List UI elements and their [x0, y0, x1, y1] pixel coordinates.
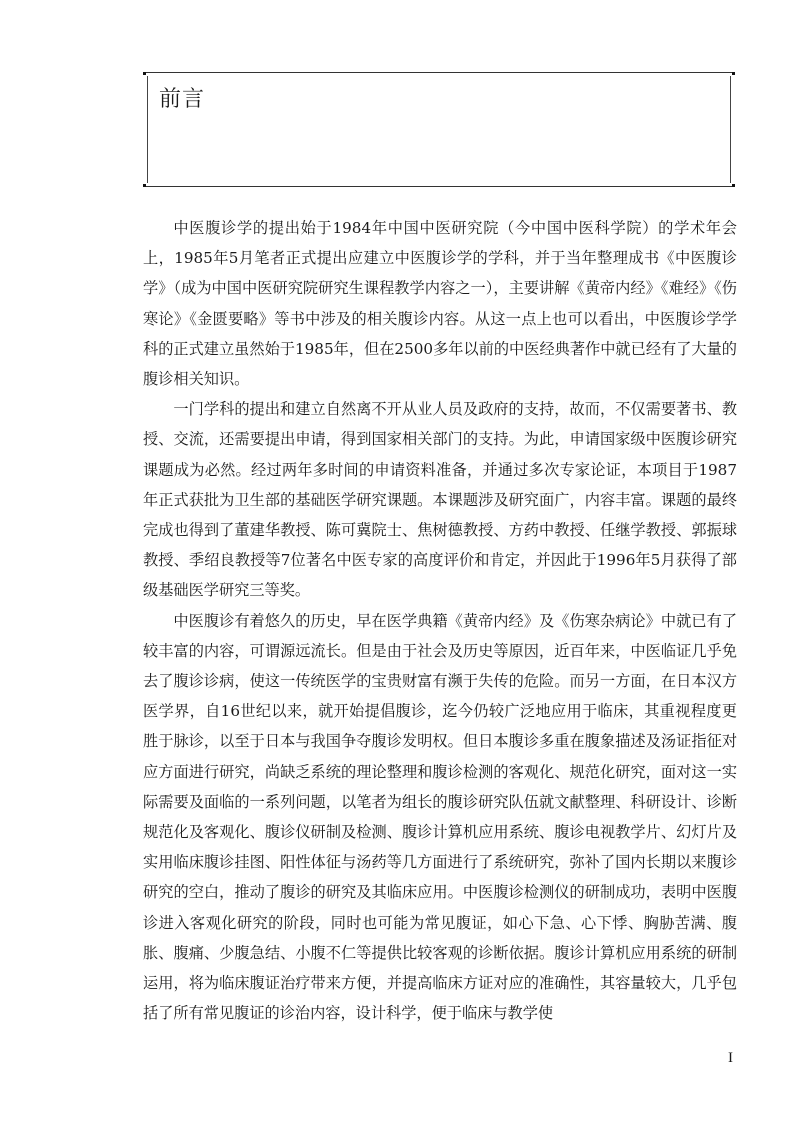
paragraph: 一门学科的提出和建立自然离不开从业人员及政府的支持，故而，不仅需要著书、教授、交流，还需要提出申请，得到国家相关部门的支持。为此，申请国家级中医腹诊研究课题成为必然。经过两年多时间的申请资料准备，并通过多次专家论证，本项目于1987年正式获批为卫生部的基础医学研究课题。本课题涉及研究面广，内容丰富。课题的最终完成也得到了董建华教授、陈可冀院士、焦树德教授、方药中教授、任继学教授、郭振球教授、季绍良教授等7位著名中医专家的高度评价和肯定，并因此于1996年5月获得了部级基础医学研究三等奖。 — [143, 400, 737, 600]
frame-right-rule — [730, 76, 731, 183]
paragraph: 中医腹诊有着悠久的历史，早在医学典籍《黄帝内经》及《伤寒杂病论》中就已有了较丰富的内容，可谓源远流长。但是由于社会及历史等原因，近百年来，中医临证几乎免去了腹诊诊病，使这一传统医学的宝贵财富有濒于失传的危险。而另一方面，在日本汉方医学界，自16世纪以来，就开始提倡腹诊，迄今仍较广泛地应用于临床，其重视程度更胜于脉诊，以至于日本与我国争夺腹诊发明权。但日本腹诊多重在腹象描述及汤证指征对应方面进行研究，尚缺乏系统的理论整理和腹诊检测的客观化、规范化研究，面对这一实际需要及面临的一系列问题，以笔者为组长的腹诊研究队伍就文献整理、科研设计、诊断规范化及客观化、腹诊仪研制及检测、腹诊计算机应用系统、腹诊电视教学片、幻灯片及实用临床腹诊挂图、阳性体征与汤药等几方面进行了系统研究，弥补了国内长期以来腹诊研究的空白，推动了腹诊的研究及其临床应用。中医腹诊检测仪的研制成功，表明中医腹诊进入客观化研究的阶段，同时也可能为常见腹证，如心下急、心下悸、胸胁苦满、腹胀、腹痛、少腹急结、小腹不仁等提供比较客观的诊断依据。腹诊计算机应用系统的研制运用，将为临床腹证治疗带来方便，并提高临床方证对应的准确性，其容量较大，几乎包括了所有常见腹证的诊治内容，设计科学，便于临床与教学使 — [143, 611, 737, 1023]
frame-corner-dot — [732, 184, 735, 187]
page-number: I — [728, 1050, 733, 1066]
frame-corner-dot — [143, 72, 146, 75]
chapter-title-frame — [143, 72, 735, 188]
chapter-title: 前言 — [159, 87, 206, 112]
body-text — [143, 213, 737, 1028]
frame-corner-dot — [143, 184, 146, 187]
frame-bottom-rule — [143, 186, 735, 187]
paragraph: 中医腹诊学的提出始于1984年中国中医研究院（今中国中医科学院）的学术年会上，1985年5月笔者正式提出应建立中医腹诊学的学科，并于当年整理成书《中医腹诊学》（成为中国中医研究院研究生课程教学内容之一），主要讲解《黄帝内经》《难经》《伤寒论》《金匮要略》等书中涉及的相关腹诊内容。从这一点上也可以看出，中医腹诊学学科的正式建立虽然始于1985年，但在2500多年以前的中医经典著作中就已经有了大量的腹诊相关知识。 — [143, 219, 737, 389]
frame-top-rule — [143, 72, 735, 73]
frame-corner-dot — [732, 72, 735, 75]
frame-left-rule — [147, 76, 148, 183]
